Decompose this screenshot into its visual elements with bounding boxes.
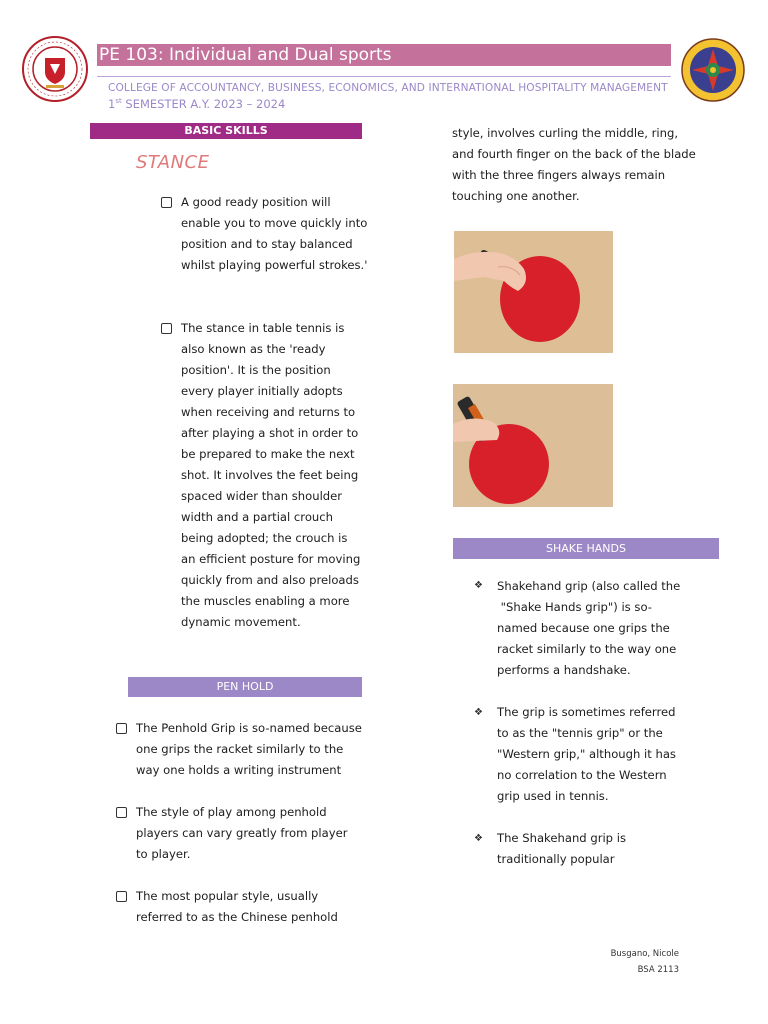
title-divider [97,76,671,77]
pen-hold-heading: PEN HOLD [128,677,362,697]
chinese-penhold-photo [453,384,613,507]
shakehand-item: Shakehand grip (also called the "Shake Hands grip") is so-named because one grips the racket similarly to the way one performs a handshake. [497,579,681,677]
penhold-item: The style of play among penhold players can vary greatly from player to player. [136,805,348,861]
shake-hands-heading: SHAKE HANDS [453,538,719,559]
checkbox-icon [116,807,127,818]
diamond-bullet-icon: ❖ [474,580,483,591]
shakehand-item: The Shakehand grip is traditionally popular [497,831,626,866]
checkbox-icon [116,891,127,902]
author-name: Busgano, Nicole [610,949,679,959]
college-seal-logo [679,38,747,102]
penhold-item: The most popular style, usually referred to as the Chinese penhold [136,889,338,924]
stance-item: A good ready position will enable you to move quickly into position and to stay balanced whilst playing powerful strokes.' [181,195,368,272]
checkbox-icon [161,197,172,208]
basic-skills-heading: BASIC SKILLS [90,123,362,139]
author-section: BSA 2113 [637,965,679,975]
university-seal-logo [20,36,90,102]
diamond-bullet-icon: ❖ [474,707,483,718]
penhold-continuation: style, involves curling the middle, ring, and fourth finger on the back of the blade with the three fingers always remain touching one another. [452,126,696,203]
shakehand-item: The grip is sometimes referred to as the "tennis grip" or the "Western grip," although it has no correlation to the Western grip used in tennis. [497,705,676,803]
checkbox-icon [116,723,127,734]
checkbox-icon [161,323,172,334]
semester-label: 1st SEMESTER A.Y. 2023 – 2024 [108,96,286,111]
stance-title: STANCE [136,152,210,173]
college-name: COLLEGE OF ACCOUNTANCY, BUSINESS, ECONOMICS, AND INTERNATIONAL HOSPITALITY MANAGEMENT [108,82,668,94]
course-title: PE 103: Individual and Dual sports [99,45,392,65]
diamond-bullet-icon: ❖ [474,833,483,844]
penhold-item: The Penhold Grip is so-named because one grips the racket similarly to the way one holds a writing instrument [136,721,362,777]
penhold-grip-photo [454,231,613,353]
stance-item: The stance in table tennis is also known as the 'ready position'. It is the position every player initially adopts when receiving and returns to after playing a shot in order to be prepared to make the next shot. It involves the feet being spaced wider than shoulder width and a partial crouch being adopted; the crouch is an efficient posture for moving quickly from and also preloads the muscles enabling a more dynamic movement. [181,321,361,629]
